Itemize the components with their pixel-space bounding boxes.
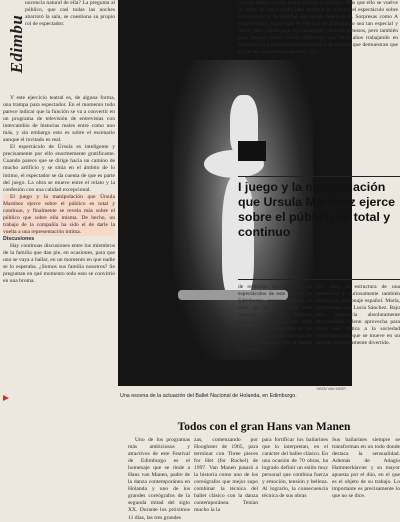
subheading-discusiones: Discusiones — [3, 235, 35, 242]
sub-article-column-1 — [128, 437, 190, 521]
body-paragraph: de reflexión de otras de los espectáculos de este festival de Edimburgo, porque también se basó en el cine, que está presente en las distintas películas proyectadas en otras sesiones. Dentro de una de las historias se mezclan escenas de Fellini y de Buñuel con la puesta en escena. — [238, 284, 312, 354]
body-paragraph: Uno de los programas más ambiciosos y atractivos de este Festival de Edimburgo es el homenaje que se rinde a Hans van Manen, padre de la danza contemporánea en Holanda y uno de los grandes coreógrafos de la segunda mitad del siglo XX. Durante los próximos 11 días, las tres grandes — [128, 437, 190, 521]
body-paragraph: para fortificar los bailarines que lo interpretan, en el carácter del ballet clásico. En una ocasión de 70 obras, ha logrado definir un estilo muy personal que combina fuerza y emoción, tensión y belleza. Al lograrlo, la consecuencia técnica de sus obras — [262, 437, 328, 500]
body-paragraph: El espectáculo de Úrsula es inteligente y precisamente por ello enormemente gratificante. Cuando parece que se dirige hacia un camino de mucho artificio y se sitúa en el ámbito de lo íntimo, el espectador se da cuenta de que es parte del juego. La obra se mueve entre el relato y la confesión con una calidad excepcional. — [3, 144, 115, 193]
sub-article-column-4 — [332, 437, 400, 516]
highlighted-paragraph: El juego y la manipulación que Úrsula Martínez ejerce sobre el público es total y continuo, y finalmente se revela más sobre el público que sobre ella misma. De hecho, un trabajo de la compañía ha sido el de darle la vuelta a una representación íntima. — [3, 193, 115, 235]
body-paragraph: ido, tiene la estructura de una telenovela y curiosamente también incluye un personaje español. María, interpretada por Lucía Sánchez. Bajo una apariencia absolutamente desenfadada, Glenn aprovecha para hacer una crítica a la sociedad contemporánea que se mueve en un mundo completamente divertido. — [316, 284, 400, 347]
intro-paragraph: nocencia natural de ella? La pregunta al público, que casi todas las noches abarrotó la sala, se cuestiona su propio rol de espectador. — [25, 0, 115, 28]
body-paragraph: más en blanco y pide poder utilizar al público. Más que ello se vuelve un juego de ida y vuelta para preparar el público; el espectáculo sobre el escenario y la realidad que queda fuera de él. Sorpresas como A Small history hacen que el Festival de Edimburgo sea tan especial y único. Hay cabida para lo consagrado, para los famosos, pero también para artistas como Úrsula Martínez, que lleva años trabajando en Inglaterra con propuestas arriesgadas y de calidad que demuestran que el arte de vanguardia está muy vivo. — [238, 0, 398, 56]
pullquote-rule-bottom — [238, 279, 400, 280]
section-mark-block — [238, 141, 266, 161]
column-intro-text — [25, 0, 115, 95]
body-paragraph: Hay continuas discusiones entre los miembros de la familia que dan pie, en ocasiones, para que uno se vaya a bailar, en un momento en que nadie se lo esperaba. ¿Somos sus familia nosotros? Se preguntan en qué momento todo esto se convirtió en una broma. — [3, 242, 115, 285]
article-subheadline: Todos con el gran Hans van Manen — [177, 421, 351, 433]
sub-article-column-3 — [262, 437, 328, 516]
red-arrow-marker — [3, 395, 9, 401]
body-paragraph: Y este ejercicio teatral es, de alguna forma, una trampa para espectador. En el momento todo parece indicar que la función se va a convertir en un programa de televisión de entrevistas con intercambio de historias reales entre como uno más, y sin embargo esto es sobre el escenario aunque el invitado es real. — [3, 95, 115, 144]
body-paragraph: Sus bailarines siempre se transforman en un todo donde destaca la sensualidad. Además de Adagio Hammerklavier y su mayor apuesta por el dúo, en el que es el objeto de su trabajo. Lo importante es precisamente lo que no se dice. — [332, 437, 400, 500]
column-right-lower-a — [238, 284, 312, 414]
pullquote-rule-top — [238, 176, 400, 177]
body-paragraph: zas, comenzando por Hooghster de 1965, para terminar con Three pieces for Het (for Ruchel) de 1997. Van Manen pasará a la historia como uno de los coreógrafos que mejor supo combinar la técnica del ballet clásico con la danza contemporánea. Tenían mucho la la — [194, 437, 258, 514]
pullquote: I juego y la manipulación que Ursula Martínez ejerce sobre el público es total y continuo — [238, 180, 396, 240]
photo-credit: DEEN VAN MEER — [316, 387, 346, 391]
sub-article-column-2 — [194, 437, 258, 516]
photo-caption: Una escena de la actuación del Ballet Nacional de Holanda, en Edimburgo. — [120, 393, 297, 399]
column-left-body — [3, 95, 115, 516]
column-right-lower-b — [316, 284, 400, 414]
column-right-top — [238, 0, 398, 136]
section-title: Edimbu — [7, 14, 26, 74]
